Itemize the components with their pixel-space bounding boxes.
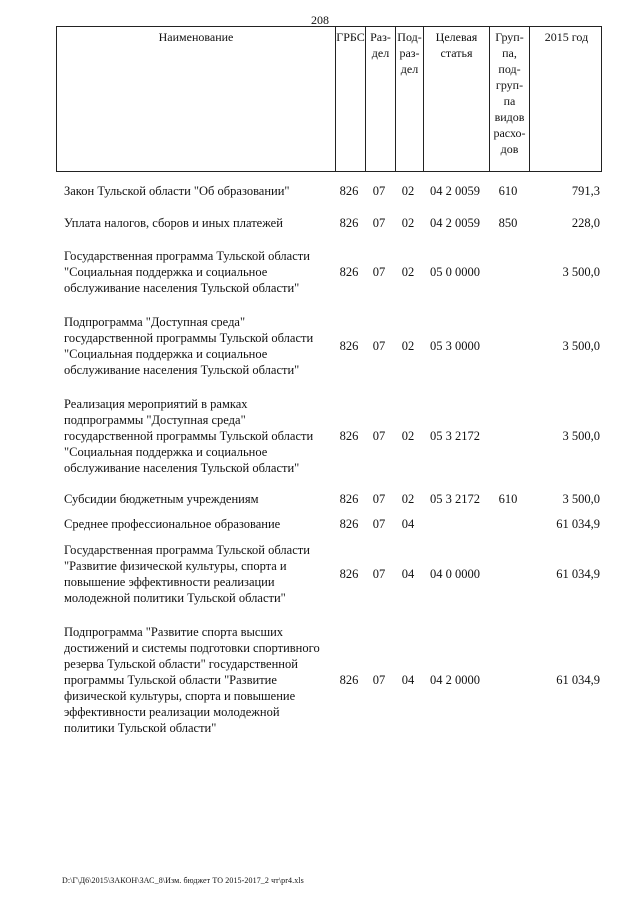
row-gruppa: 850: [498, 216, 518, 230]
header-gruppa: Груп- па, под- груп- па видов расхо- дов: [489, 27, 529, 171]
row-amount: 61 034,9: [556, 517, 600, 531]
row-amount: 3 500,0: [562, 265, 600, 279]
row-grbs: 826: [339, 492, 359, 506]
row-name: Подпрограмма "Развитие спорта высших достижений и системы подготовки спортивного резерва Тульской области" государственной программы Тульской области "Развитие физической культуры, спорта и повышение эффективности реализации молодежной политики Тульской области": [64, 625, 320, 735]
header-razdel: Раз- дел: [365, 27, 395, 171]
page-number: 208: [311, 13, 329, 27]
row-name: Среднее профессиональное образование: [64, 517, 281, 531]
row-podrazdel: 04: [401, 517, 415, 531]
row-razdel: 07: [372, 492, 386, 506]
row-grbs: 826: [339, 517, 359, 531]
row-name: Уплата налогов, сборов и иных платежей: [64, 216, 283, 230]
row-grbs: 826: [339, 429, 359, 443]
row-amount: 228,0: [571, 216, 600, 230]
row-podrazdel: 04: [401, 567, 415, 581]
row-razdel: 07: [372, 429, 386, 443]
header-podrazdel: Под- раз- дел: [395, 27, 423, 171]
row-podrazdel: 02: [401, 265, 415, 279]
row-statya: 05 0 0000: [430, 265, 480, 279]
row-podrazdel: 02: [401, 184, 415, 198]
row-amount: 3 500,0: [562, 492, 600, 506]
row-podrazdel: 02: [401, 339, 415, 353]
row-statya: 04 2 0059: [430, 216, 480, 230]
row-gruppa: 610: [498, 184, 518, 198]
row-razdel: 07: [372, 673, 386, 687]
row-razdel: 07: [372, 567, 386, 581]
row-grbs: 826: [339, 184, 359, 198]
row-grbs: 826: [339, 216, 359, 230]
row-statya: 04 2 0059: [430, 184, 480, 198]
row-podrazdel: 02: [401, 216, 415, 230]
row-name: Закон Тульской области "Об образовании": [64, 184, 290, 198]
row-gruppa: 610: [498, 492, 518, 506]
row-statya: 05 3 2172: [430, 429, 480, 443]
header-name: Наименование: [158, 30, 234, 44]
row-grbs: 826: [339, 673, 359, 687]
row-podrazdel: 02: [401, 492, 415, 506]
row-podrazdel: 04: [401, 673, 415, 687]
row-razdel: 07: [372, 216, 386, 230]
header-statya: Целевая статья: [423, 27, 489, 171]
row-razdel: 07: [372, 184, 386, 198]
row-name: Реализация мероприятий в рамках подпрограммы "Доступная среда" государственной программы Тульской области "Социальная поддержка и социальное обслуживание населения Тульской области": [64, 397, 314, 475]
row-grbs: 826: [339, 265, 359, 279]
row-razdel: 07: [372, 517, 386, 531]
row-amount: 61 034,9: [556, 567, 600, 581]
row-name: Субсидии бюджетным учреждениям: [64, 492, 259, 506]
row-statya: 04 2 0000: [430, 673, 480, 687]
row-name: Государственная программа Тульской области "Социальная поддержка и социальное обслуживание населения Тульской области": [64, 249, 310, 295]
header-year: 2015 год: [529, 27, 603, 171]
row-statya: 05 3 0000: [430, 339, 480, 353]
header-grbs: ГРБС: [335, 27, 365, 171]
row-amount: 61 034,9: [556, 673, 600, 687]
row-name: Подпрограмма "Доступная среда" государственной программы Тульской области "Социальная поддержка и социальное обслуживание населения Тульской области": [64, 315, 314, 377]
row-name: Государственная программа Тульской области "Развитие физической культуры, спорта и повышение эффективности реализации молодежной политики Тульской области": [64, 543, 310, 605]
row-amount: 3 500,0: [562, 339, 600, 353]
footer-file-path: D:\Г\Д6\2015\ЗАКОН\ЗАС_8\Изм. бюджет ТО 2015-2017_2 чт\pr4.xls: [62, 876, 304, 885]
row-grbs: 826: [339, 339, 359, 353]
table-header: [56, 26, 602, 172]
row-amount: 3 500,0: [562, 429, 600, 443]
row-razdel: 07: [372, 265, 386, 279]
row-statya: 05 3 2172: [430, 492, 480, 506]
row-statya: 04 0 0000: [430, 567, 480, 581]
row-amount: 791,3: [571, 184, 600, 198]
row-grbs: 826: [339, 567, 359, 581]
row-podrazdel: 02: [401, 429, 415, 443]
row-razdel: 07: [372, 339, 386, 353]
